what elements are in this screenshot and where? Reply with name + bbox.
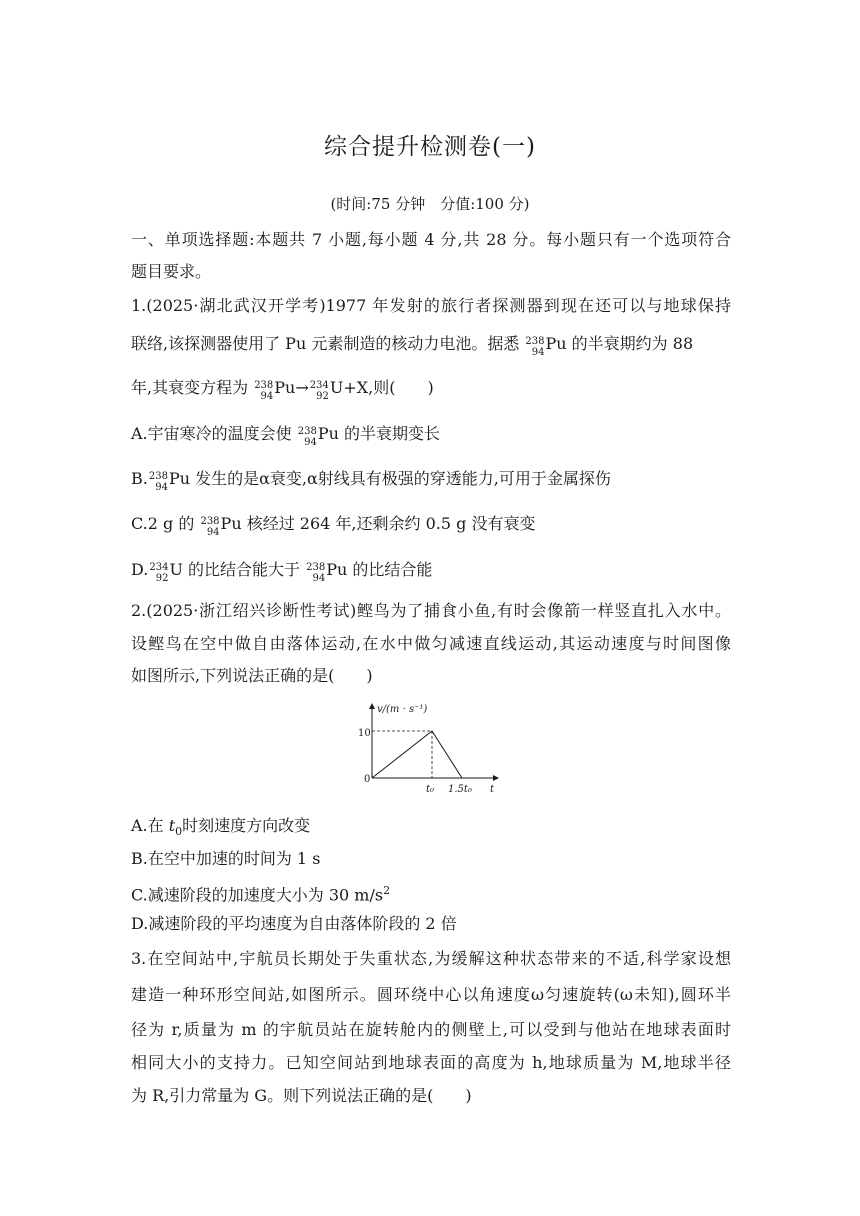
q2-option-c[interactable]: C.减速阶段的加速度大小为 30 $m/s^2$	[131, 884, 391, 905]
q1-line3: 年,其衰变方程为 238 94 Pu→ 234 92 U+X,则( )	[131, 378, 434, 402]
q2-option-d[interactable]: D.减速阶段的平均速度为自由落体阶段的 2 倍	[131, 914, 457, 933]
exam-time-score: (时间:75 分钟 分值:100 分)	[330, 195, 530, 213]
x-axis-label: t	[490, 784, 495, 795]
q1-option-d[interactable]: D. 234 92 U 的比结合能大于 238 94 Pu 的比结合能	[131, 560, 433, 584]
q1-option-c[interactable]: C.2 g 的 238 94 Pu 核经过 264 年,还剩余约 0.5 g 没有衰变	[131, 514, 536, 538]
section-instructions-line2: 题目要求。	[131, 262, 212, 281]
q1-option-a[interactable]: A.宇宙寒冷的温度会使 238 94 Pu 的半衰期变长	[131, 424, 440, 448]
x-tick-label: 1.5t₀	[448, 784, 472, 795]
u-nuclide-notation: 234 92	[149, 562, 169, 584]
q1-line1: 1.(2025·湖北武汉开学考)1977 年发射的旅行者探测器到现在还可以与地球保持	[131, 296, 731, 315]
q1-option-b[interactable]: B. 238 94 Pu 发生的是α衰变,α射线具有极强的穿透能力,可用于金属探伤	[131, 469, 611, 493]
section-instructions-line1: 一、单项选择题:本题共 7 小题,每小题 4 分,共 28 分。每小题只有一个选项符合	[131, 230, 731, 249]
u-nuclide-notation: 234 92	[309, 380, 329, 402]
y-axis-label: v/(m · s⁻¹)	[377, 704, 428, 715]
pu-nuclide-notation: 238 94	[148, 471, 168, 493]
page-title: 综合提升检测卷(一)	[324, 134, 536, 160]
pu-nuclide-notation: 238 94	[200, 516, 220, 538]
q2-line3: 如图所示,下列说法正确的是( )	[131, 666, 373, 685]
q2-option-a[interactable]: A.在 $t_0$时刻速度方向改变	[131, 816, 311, 839]
q3-line3: 径为 r,质量为 m 的宇航员站在旋转舱内的侧壁上,可以受到与他站在地球表面时	[131, 1020, 731, 1039]
q3-line1: 3.在空间站中,宇航员长期处于失重状态,为缓解这种状态带来的不适,科学家设想	[131, 949, 731, 968]
pu-nuclide-notation: 238 94	[306, 562, 326, 584]
q3-line2: 建造一种环形空间站,如图所示。圆环绕中心以角速度ω匀速旋转(ω未知),圆环半	[131, 985, 731, 1004]
origin-label: 0	[364, 774, 371, 785]
pu-nuclide-notation: 238 94	[254, 380, 274, 402]
x-tick-label: t₀	[426, 784, 435, 795]
q3-line5: 为 R,引力常量为 G。则下列说法正确的是( )	[131, 1086, 472, 1105]
pu-nuclide-notation: 238 94	[525, 336, 545, 358]
pu-nuclide-notation: 238 94	[297, 426, 317, 448]
velocity-time-graph	[338, 698, 508, 800]
q3-line4: 相同大小的支持力。已知空间站到地球表面的高度为 h,地球质量为 M,地球半径	[131, 1053, 731, 1072]
q2-option-b[interactable]: B.在空中加速的时间为 1 s	[131, 849, 321, 868]
q2-line1: 2.(2025·浙江绍兴诊断性考试)鲣鸟为了捕食小鱼,有时会像箭一样竖直扎入水中。	[131, 601, 731, 620]
velocity-series-line	[372, 731, 462, 778]
y-tick-label: 10	[358, 728, 371, 739]
q2-line2: 设鲣鸟在空中做自由落体运动,在水中做匀减速直线运动,其运动速度与时间图像	[131, 634, 731, 653]
q1-line2: 联络,该探测器使用了 Pu 元素制造的核动力电池。据悉 238 94 Pu 的半衰期约为 88	[131, 334, 694, 358]
